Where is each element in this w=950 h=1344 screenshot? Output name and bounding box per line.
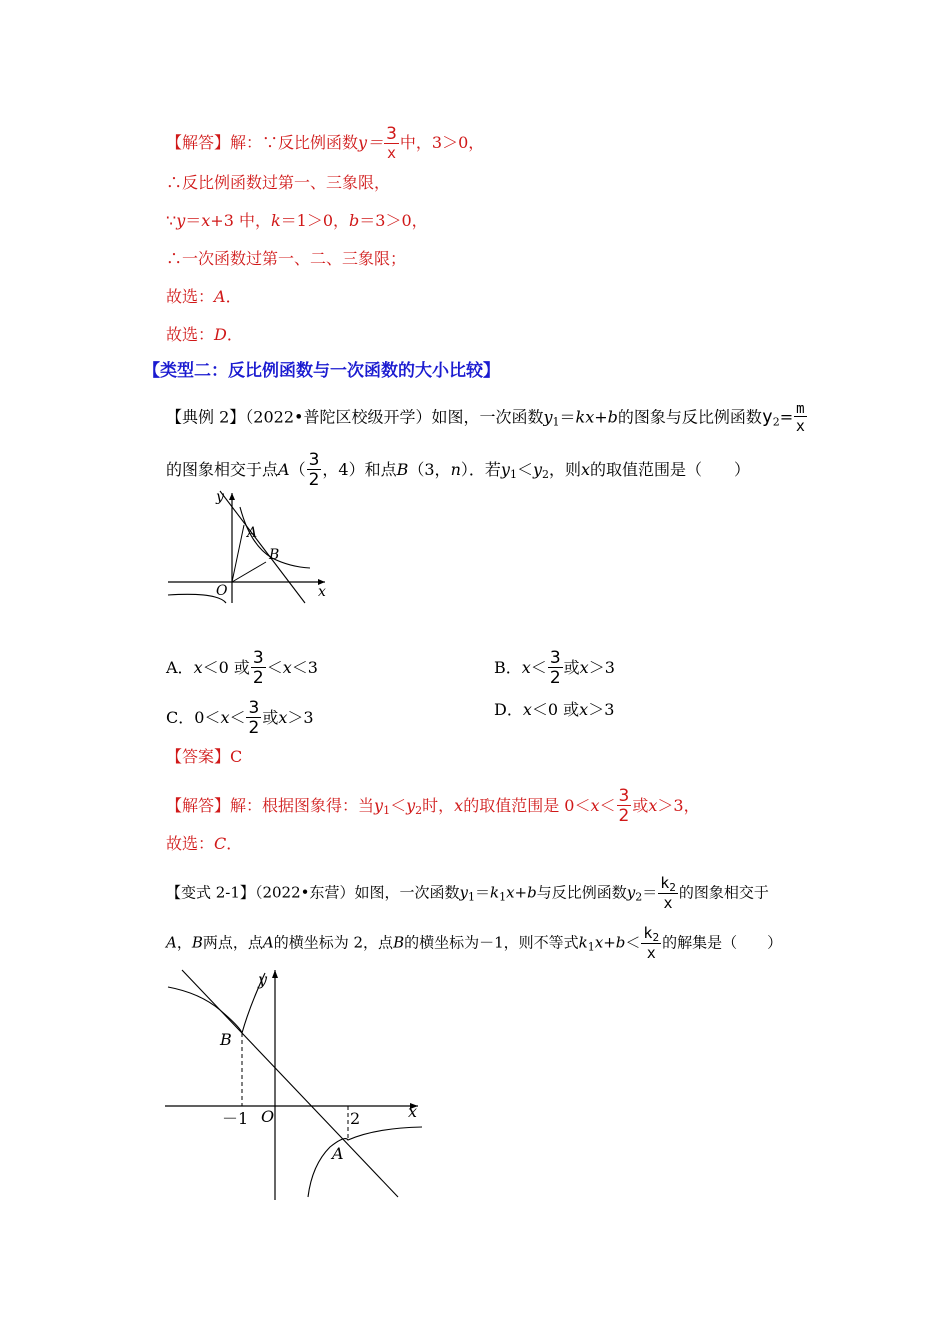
var-x: x — [579, 700, 589, 719]
var-y: y — [500, 460, 510, 479]
equals: ＝ — [474, 883, 490, 902]
text: 的图象相交于 — [678, 883, 769, 902]
text: 两点，点 — [202, 933, 263, 952]
option-b[interactable] — [494, 650, 615, 687]
var-k: k — [489, 883, 500, 902]
answer-value: C — [230, 747, 243, 766]
solution1-choose-d — [166, 325, 243, 345]
tick-2-label: 2 — [350, 1109, 361, 1128]
plus: + — [514, 883, 528, 902]
fraction-denominator: 2 — [248, 718, 260, 738]
var-n: n — [450, 460, 461, 479]
option-c[interactable] — [166, 700, 314, 737]
var-y: y — [406, 796, 416, 815]
option-letter: D． — [494, 700, 523, 719]
y-axis-arrow — [272, 970, 278, 978]
var-y: y — [374, 796, 384, 815]
paren: （ — [289, 460, 306, 479]
solution1-y-eq: y＝ — [358, 133, 384, 152]
less-than: ＜ — [625, 933, 641, 952]
choose-prefix: 故选： — [166, 325, 215, 344]
answer-label: 【答案】 — [166, 747, 231, 766]
solution1-label: 【解答】 — [166, 133, 231, 152]
variant-source: （2022•东营）如图，一次函数 — [254, 883, 460, 902]
var-x: x — [594, 933, 604, 952]
point-b-label: B — [220, 1030, 232, 1049]
text: 或 — [262, 708, 279, 727]
less-than: ＜ — [599, 796, 616, 815]
text: ＜ — [530, 658, 547, 677]
text: 或 — [563, 658, 580, 677]
var-x: x — [581, 460, 591, 479]
text: ＞3 — [588, 658, 615, 677]
point-b: B — [396, 460, 409, 479]
variant-line2 — [166, 926, 782, 961]
text: ＞3 — [588, 700, 615, 719]
var-x: x — [201, 211, 211, 230]
solution1-tail: 中，3＞0， — [399, 133, 485, 152]
fraction-denominator: 2 — [618, 806, 630, 826]
plus: + — [603, 933, 616, 952]
subscript: 1 — [587, 940, 595, 954]
graph2 — [160, 965, 430, 1205]
subscript: 2 — [772, 415, 780, 429]
y-label: y — [216, 489, 224, 505]
y-axis-arrow — [229, 493, 235, 500]
equals: ＝ — [185, 211, 202, 230]
text: 或 — [632, 796, 649, 815]
subscript: 2 — [669, 881, 676, 894]
solution2-choose — [166, 834, 242, 854]
subscript: 1 — [467, 890, 475, 904]
var-x: x — [220, 708, 230, 727]
subscript: 1 — [499, 890, 507, 904]
point-a: A — [262, 933, 274, 952]
var-b: b — [615, 933, 626, 952]
text: 0＜ — [194, 708, 221, 727]
text: ， — [176, 933, 192, 952]
x-label: x — [318, 584, 326, 600]
subscript: 2 — [542, 468, 549, 481]
segment-oa — [232, 525, 244, 582]
text: ＞3 — [287, 708, 314, 727]
text: 的图象与反比例函数 — [617, 407, 762, 427]
fraction-numerator: m — [796, 401, 805, 417]
text: ＝3＞0， — [359, 211, 428, 230]
point-a: A — [166, 933, 177, 952]
example2-line2 — [166, 452, 750, 489]
fraction-3-over-2 — [251, 650, 266, 687]
less-than: ＜ — [516, 460, 533, 479]
var-x: x — [522, 700, 532, 719]
text: ＞3， — [657, 796, 700, 815]
fraction-numerator: 3 — [549, 648, 561, 668]
fraction-m-over-x — [794, 402, 806, 434]
var-y: y — [459, 883, 468, 902]
choose-prefix: 故选： — [166, 287, 215, 306]
choose-suffix: ． — [226, 325, 243, 344]
text: （3， — [408, 460, 451, 479]
var-x: x — [579, 658, 589, 677]
choose-answer: D — [214, 325, 227, 344]
fraction-3-over-2 — [548, 650, 563, 687]
choose-answer: A — [214, 287, 226, 306]
fraction-numerator: k — [660, 874, 670, 892]
fraction-k2-over-x — [641, 926, 661, 961]
text: 的横坐标为－1，则不等式 — [404, 933, 579, 952]
example-label: 【典例 2】 — [166, 407, 246, 427]
var-y: y — [761, 406, 773, 428]
fraction-denominator: x — [386, 144, 396, 162]
fraction-denominator: x — [795, 417, 805, 435]
var-x: x — [454, 796, 464, 815]
var-b: b — [607, 407, 618, 427]
text: ，则 — [549, 460, 582, 479]
var-b: b — [527, 883, 537, 902]
text: +3 中， — [210, 211, 271, 230]
subscript: 1 — [552, 415, 560, 429]
segment-ob — [232, 562, 266, 582]
var-k: k — [270, 211, 281, 230]
section-title: 【类型二：反比例函数与一次函数的大小比较】 — [143, 361, 500, 381]
because-symbol: ∵ — [166, 211, 177, 230]
subscript: 2 — [652, 931, 660, 944]
answer2 — [166, 747, 242, 767]
fraction-k2-over-x — [658, 876, 678, 911]
solution1-line3 — [166, 211, 428, 231]
option-letter: B． — [494, 658, 522, 677]
solution-label: 【解答】 — [166, 796, 231, 815]
option-letter: A． — [166, 658, 194, 677]
option-d[interactable] — [494, 700, 614, 720]
text: 的取值范围是 0＜ — [463, 796, 591, 815]
point-a: A — [278, 460, 290, 479]
text: ＜ — [266, 658, 283, 677]
fraction-numerator: 3 — [248, 698, 260, 718]
solution1-line4: ∴一次函数过第一、二、三象限； — [166, 249, 407, 268]
origin-label: O — [216, 583, 228, 599]
text: 的取值范围是（ ） — [590, 460, 751, 479]
var-x: x — [521, 658, 531, 677]
fraction-denominator: x — [646, 944, 656, 962]
var-x: x — [193, 658, 203, 677]
var-y: y — [543, 407, 553, 427]
text: 的横坐标为 2，点 — [273, 933, 394, 952]
text: 与反比例函数 — [536, 883, 627, 902]
var-y: y — [176, 211, 186, 230]
graph1 — [160, 485, 340, 605]
choose-suffix: ． — [226, 834, 243, 853]
var-x: x — [506, 883, 515, 902]
text: ＜0 或 — [202, 658, 250, 677]
point-b-label: B — [269, 547, 280, 563]
text: 的图象相交于点 — [166, 460, 279, 479]
subscript: 1 — [383, 804, 391, 817]
fraction-numerator: 3 — [386, 124, 397, 144]
subscript: 2 — [635, 890, 643, 904]
solution1-choose-a — [166, 287, 242, 307]
var-x: x — [648, 796, 658, 815]
fraction-3-over-2 — [246, 700, 261, 737]
text: ＜3 — [291, 658, 318, 677]
fraction-3-over-2 — [307, 452, 322, 489]
choose-prefix: 故选： — [166, 834, 215, 853]
x-label: x — [408, 1102, 418, 1121]
example-source: （2022•普陀区校级开学）如图，一次函数 — [245, 407, 544, 427]
point-b: B — [393, 933, 405, 952]
solution1-intro: 解：∵反比例函数 — [230, 133, 359, 152]
fraction-denominator: x — [663, 894, 673, 912]
variant-label: 【变式 2-1】 — [166, 883, 255, 902]
text: ＜ — [229, 708, 246, 727]
fraction-denominator: 2 — [549, 668, 561, 688]
hyperbola-branch-q2 — [168, 973, 265, 1033]
point-a-label: A — [332, 1144, 344, 1163]
solution2-line1 — [166, 788, 700, 825]
plus: + — [594, 407, 608, 427]
solution1-fraction — [384, 126, 399, 161]
var-b: b — [349, 211, 360, 230]
solution1-line1 — [166, 126, 484, 161]
linear-function-line — [182, 970, 398, 1197]
linear-function-line — [220, 491, 305, 603]
example2-line1 — [166, 402, 808, 434]
text: 的解集是（ ） — [662, 933, 783, 952]
origin-label: O — [261, 1107, 275, 1126]
var-kx: kx — [575, 407, 595, 427]
text: 时， — [422, 796, 455, 815]
var-x: x — [590, 796, 600, 815]
var-x: x — [278, 708, 288, 727]
text: 解：根据图象得：当 — [230, 796, 375, 815]
tick-neg1-label: －1 — [222, 1109, 249, 1128]
fraction-3-over-2 — [617, 788, 632, 825]
equals: ＝ — [559, 407, 576, 427]
fraction-numerator: 3 — [308, 450, 320, 470]
solution1-line2: ∴反比例函数过第一、三象限， — [166, 173, 391, 192]
fraction-numerator: 3 — [252, 648, 264, 668]
equals: ＝ — [642, 883, 658, 902]
equals: = — [779, 407, 794, 427]
less-than: ＜ — [390, 796, 407, 815]
var-y: y — [626, 883, 636, 902]
point-b: B — [191, 933, 203, 952]
fraction-denominator: 2 — [252, 668, 264, 688]
fraction-numerator: 3 — [618, 786, 630, 806]
y-label: y — [258, 970, 268, 989]
choose-answer: C — [214, 834, 227, 853]
fraction-denominator: 2 — [308, 470, 320, 490]
option-letter: C． — [166, 708, 195, 727]
text: ，4）和点 — [322, 460, 397, 479]
subscript: 1 — [509, 468, 517, 481]
fraction-numerator: k — [643, 924, 653, 942]
option-a[interactable] — [166, 650, 318, 687]
text: ＜0 或 — [531, 700, 580, 719]
var-y: y — [532, 460, 542, 479]
text: ＝1＞0， — [280, 211, 350, 230]
text: ）．若 — [460, 460, 501, 479]
var-k: k — [578, 933, 588, 952]
choose-suffix: ． — [225, 287, 242, 306]
point-a-label: A — [247, 525, 258, 541]
var-x: x — [282, 658, 292, 677]
subscript: 2 — [415, 804, 423, 817]
variant-line1 — [166, 876, 769, 911]
